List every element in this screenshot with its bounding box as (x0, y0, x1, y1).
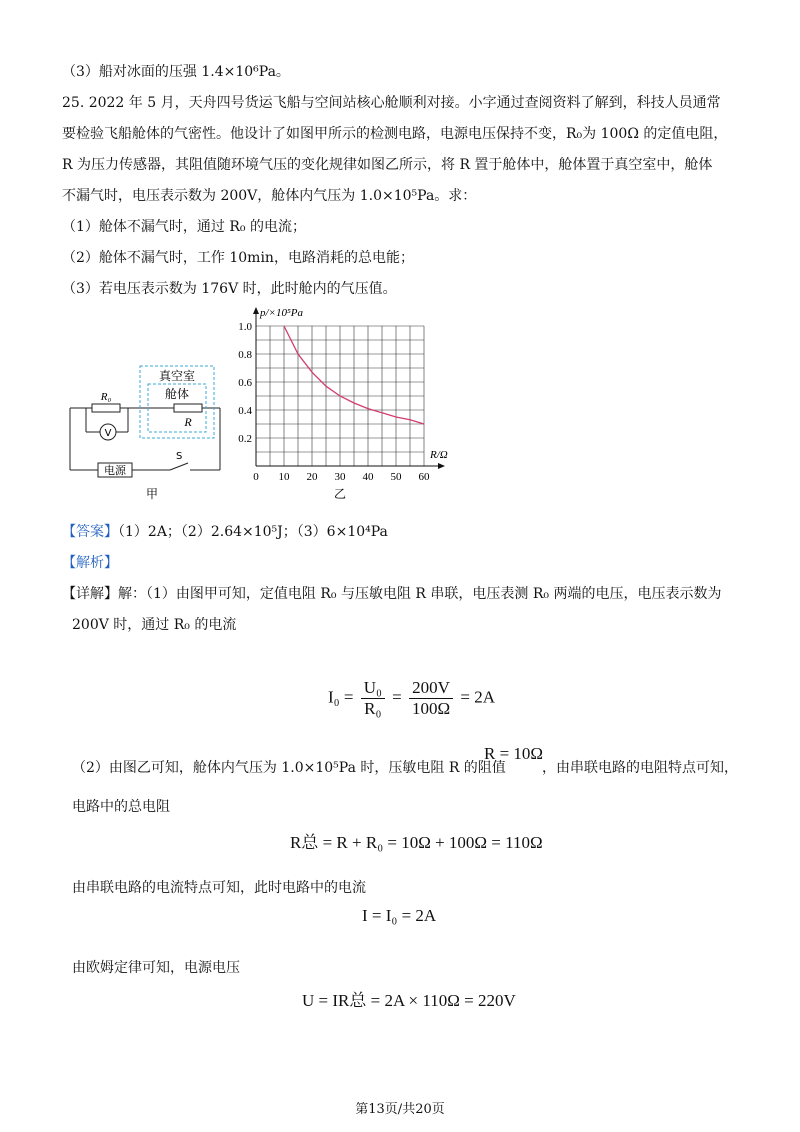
x-axis-label: R/Ω (430, 449, 448, 461)
detail-line1 (62, 584, 721, 604)
q25-sub1: （1）舱体不漏气时，通过 R₀ 的电流； (62, 219, 306, 235)
eq1-right: = 2A (460, 687, 496, 707)
svg-text:舱体: 舱体 (164, 387, 190, 401)
resistor-r (174, 404, 202, 412)
svg-text:V: V (104, 428, 112, 439)
x-tick-label: 20 (306, 471, 318, 483)
y-tick-label: 0.8 (238, 349, 252, 361)
y-tick-label: 0.4 (238, 405, 252, 417)
eq1-left: I₀ = (328, 687, 354, 707)
svg-text:S: S (176, 451, 183, 462)
y-tick-label: 1.0 (238, 321, 252, 333)
pressure-resistance-chart (232, 302, 462, 502)
x-tick-label: 0 (253, 471, 259, 483)
detail-p4: 由欧姆定律可知，电源电压 (72, 960, 240, 976)
answer-text: （1）2A；（2）2.64×10⁵J；（3）6×10⁴Pa (118, 524, 388, 540)
y-axis-label: p/×10⁵Pa (260, 307, 304, 319)
detail-p3: 由串联电路的电流特点可知，此时电路中的电流 (72, 880, 366, 896)
x-tick-label: 40 (362, 471, 374, 483)
svg-text:R₀: R₀ (100, 391, 112, 403)
switch-s (170, 463, 188, 470)
svg-text:真空室: 真空室 (158, 369, 196, 383)
analysis-label: 【解析】 (62, 555, 118, 571)
y-tick-label: 0.2 (238, 433, 252, 445)
q25-sub3: （3）若电压表示数为 176V 时，此时舱内的气压值。 (62, 281, 397, 297)
equation-series-current: I = I₀ = 2A (362, 906, 437, 925)
q25-line3: R 为压力传感器，其阻值随环境气压的变化规律如图乙所示，将 R 置于舱体中，舱体置于真空室中，舱体 (62, 157, 713, 173)
q25-line1: 25. 2022 年 5 月，天舟四号货运飞船与空间站核心舱顺利对接。小字通过查阅资料了解到，科技人员通常 (62, 95, 721, 111)
x-tick-label: 30 (334, 471, 346, 483)
x-tick-label: 50 (390, 471, 402, 483)
svg-text:电源: 电源 (104, 464, 126, 477)
eq1-frac1: $\frac{\text{U₀}}{\text{R₀}}$ (361, 678, 385, 719)
detail-p1b: 200V 时，通过 R₀ 的电流 (72, 617, 237, 633)
page-footer: 第13页/共20页 (355, 1102, 445, 1117)
equation-total-resistance: R总 = R + R₀ = 10Ω + 100Ω = 110Ω (290, 833, 543, 852)
svg-text:R: R (184, 415, 192, 429)
x-axis-arrow (438, 463, 445, 469)
detail-p2b: ，由串联电路的电阻特点可知， (542, 760, 738, 776)
svg-text:甲: 甲 (145, 487, 159, 501)
part3-result: （3）船对冰面的压强 1.4×10⁶Pa。 (62, 64, 290, 80)
q25-line4: 不漏气时，电压表示数为 200V，舱体内气压为 1.0×10⁵Pa。求： (62, 188, 477, 204)
detail-p2a: （2）由图乙可知，舱体内气压为 1.0×10⁵Pa 时，压敏电阻 R 的阻值 (72, 760, 506, 776)
detail-p2c: 电路中的总电阻 (72, 799, 170, 815)
x-tick-label: 10 (278, 471, 290, 483)
chart-caption: 乙 (333, 487, 347, 501)
circuit-diagram (62, 360, 232, 510)
resistor-r0 (92, 404, 120, 412)
answer-label: 【答案】 (62, 524, 118, 540)
equation-current: I₀ = $\frac{\text{U₀}}{\text{R₀}}$ = $\frac{200V}{100\Omega}$ = 2A (328, 678, 496, 718)
q25-sub2: （2）舱体不漏气时，工作 10min，电路消耗的总电能； (62, 250, 414, 266)
q25-line2: 要检验飞船舱体的气密性。他设计了如图甲所示的检测电路，电源电压保持不变，R₀为 100Ω 的定值电阻， (62, 126, 728, 142)
y-tick-label: 0.6 (238, 377, 252, 389)
x-tick-label: 60 (418, 471, 430, 483)
detail-p1a: 解：（1）由图甲可知，定值电阻 R₀ 与压敏电阻 R 串联，电压表测 R₀ 两端的电压，电压表示数为 (118, 586, 722, 602)
eq1-frac2: $\frac{200V}{100\Omega}$ (409, 678, 453, 719)
eq-r-value: R = 10Ω (484, 744, 544, 763)
y-axis-arrow (253, 307, 259, 314)
answer-line (62, 522, 388, 542)
detail-label: 【详解】 (62, 586, 118, 602)
equation-source-voltage: U = IR总 = 2A × 110Ω = 220V (302, 991, 516, 1010)
